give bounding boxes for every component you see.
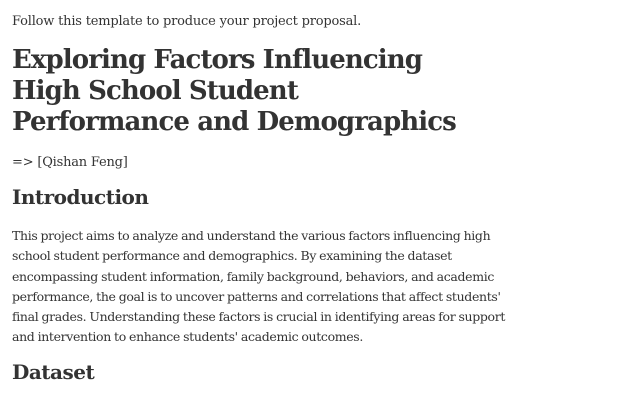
template-instruction-text: Follow this template to produce your project proposal. <box>12 14 362 29</box>
introduction-paragraph: This project aims to analyze and understand the various factors influencing high school student performance and demographics. By examining the dataset encompassing student information, family background, behaviors, and academic performance, the goal is to uncover patterns and correlations that affect students' final grades. Understanding these factors is crucial in identifying areas for support and intervention to enhance students' academic outcomes. <box>12 228 506 345</box>
dataset-heading: Dataset <box>12 360 95 384</box>
page-title: Exploring Factors Influencing High School Student Performance and Demographics <box>12 45 456 137</box>
author-line: => [Qishan Feng] <box>12 155 128 170</box>
introduction-heading: Introduction <box>12 185 149 209</box>
